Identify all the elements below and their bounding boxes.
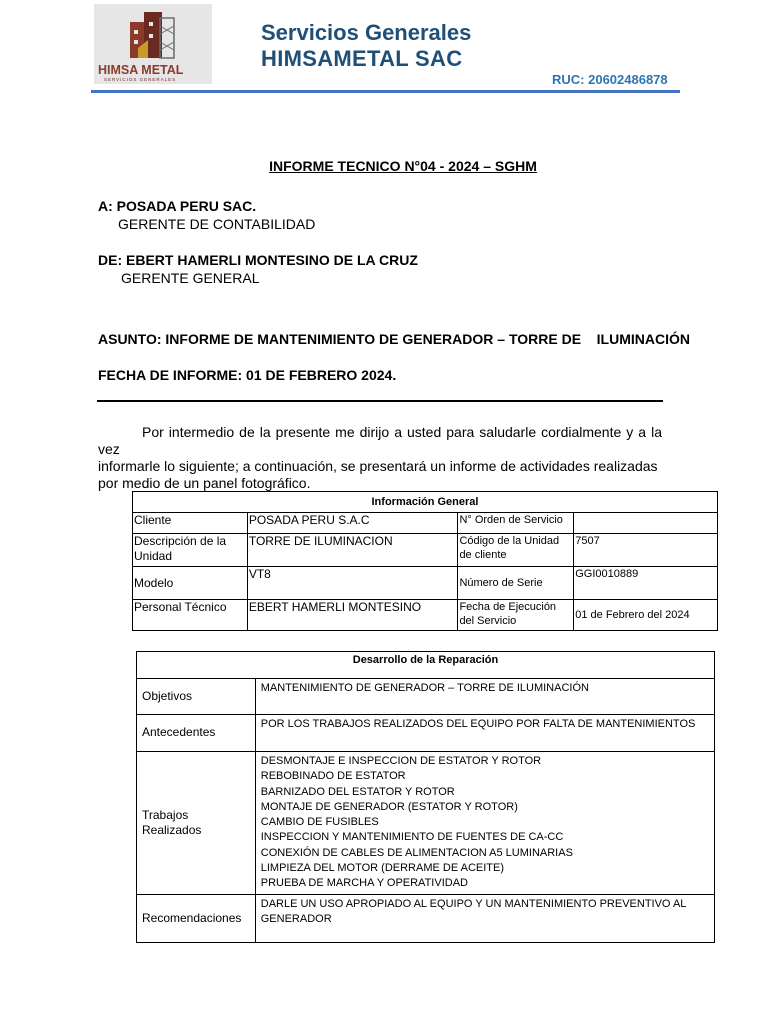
repair-development-table bbox=[136, 651, 715, 943]
serial-label: Número de Serie bbox=[458, 567, 574, 600]
client-label: Cliente bbox=[133, 513, 248, 534]
serial-value: GGI0010889 bbox=[574, 567, 718, 600]
table-header: Información General bbox=[133, 492, 718, 513]
list-item: BARNIZADO DEL ESTATOR Y ROTOR bbox=[260, 785, 455, 798]
technician-value: EBERT HAMERLI MONTESINO bbox=[247, 600, 458, 631]
list-item: PRUEBA DE MARCHA Y OPERATIVIDAD bbox=[260, 877, 468, 890]
unit-code-label: Código de la Unidad de cliente bbox=[458, 534, 574, 567]
ruc-number: RUC: 20602486878 bbox=[552, 72, 668, 87]
logo-text: HIMSA METAL bbox=[98, 63, 184, 77]
technician-label: Personal Técnico bbox=[133, 600, 248, 631]
recommendations-label: Recomendaciones bbox=[137, 894, 256, 942]
background-label: Antecedentes bbox=[137, 715, 256, 752]
company-name-line2: HIMSAMETAL SAC bbox=[261, 46, 463, 71]
general-info-table bbox=[132, 491, 718, 631]
report-date: FECHA DE INFORME: 01 DE FEBRERO 2024. bbox=[98, 367, 397, 383]
objectives-label: Objetivos bbox=[137, 679, 256, 715]
header-divider bbox=[91, 90, 680, 93]
list-item: CONEXIÓN DE CABLES DE ALIMENTACION A5 LUMINARIAS bbox=[260, 846, 573, 859]
background-value: POR LOS TRABAJOS REALIZADOS DEL EQUIPO POR FALTA DE MANTENIMIENTOS bbox=[255, 715, 714, 752]
work-done-label: Trabajos Realizados bbox=[137, 752, 256, 895]
table-header: Desarrollo de la Reparación bbox=[137, 652, 715, 679]
execution-date-label: Fecha de Ejecución del Servicio bbox=[458, 600, 574, 631]
company-name-line1: Servicios Generales bbox=[261, 20, 472, 45]
recommendations-value: DARLE UN USO APROPIADO AL EQUIPO Y UN MANTENIMIENTO PREVENTIVO AL GENERADOR bbox=[255, 894, 714, 942]
subject-line bbox=[98, 331, 690, 348]
objectives-value: MANTENIMIENTO DE GENERADOR – TORRE DE ILUMINACIÓN bbox=[255, 679, 714, 715]
sender: DE: EBERT HAMERLI MONTESINO DE LA CRUZ bbox=[98, 252, 418, 268]
list-item: CAMBIO DE FUSIBLES bbox=[260, 816, 379, 829]
unit-code-value: 7507 bbox=[574, 534, 718, 567]
unit-value: TORRE DE ILUMINACION bbox=[247, 534, 458, 567]
list-item: REBOBINADO DE ESTATOR bbox=[260, 770, 406, 783]
model-label: Modelo bbox=[133, 567, 248, 600]
company-logo bbox=[94, 4, 212, 84]
intro-line: por medio de un panel fotográfico. bbox=[98, 475, 311, 491]
sender-role: GERENTE GENERAL bbox=[121, 270, 260, 286]
intro-line: Por intermedio de la presente me dirijo a usted para saludarle cordialmente y a la vez bbox=[98, 424, 662, 457]
client-value: POSADA PERU S.A.C bbox=[247, 513, 458, 534]
model-value: VT8 bbox=[247, 567, 458, 600]
logo-subtext: SERVICIOS GENERALES bbox=[104, 77, 177, 82]
order-value bbox=[574, 513, 718, 534]
report-title: INFORME TECNICO N°04 - 2024 – SGHM bbox=[269, 158, 537, 174]
recipient-role: GERENTE DE CONTABILIDAD bbox=[118, 216, 316, 232]
body-divider bbox=[97, 400, 663, 402]
subject-text: ASUNTO: INFORME DE MANTENIMIENTO DE GENERADOR – TORRE DE bbox=[98, 331, 582, 347]
list-item: MONTAJE DE GENERADOR (ESTATOR Y ROTOR) bbox=[260, 800, 518, 813]
execution-date-value: 01 de Febrero del 2024 bbox=[574, 600, 718, 631]
unit-label: Descripción de la Unidad bbox=[133, 534, 248, 567]
building-logo-icon bbox=[94, 4, 212, 84]
intro-line: informarle lo siguiente; a continuación, se presentará un informe de actividades realizadas bbox=[98, 458, 658, 474]
subject-text-end: ILUMINACIÓN bbox=[596, 331, 690, 347]
list-item: DESMONTAJE E INSPECCION DE ESTATOR Y ROTOR bbox=[260, 755, 542, 767]
list-item: LIMPIEZA DEL MOTOR (DERRAME DE ACEITE) bbox=[260, 862, 505, 875]
intro-paragraph bbox=[98, 424, 662, 492]
work-done-list bbox=[255, 752, 714, 895]
order-label: N° Orden de Servicio bbox=[458, 513, 574, 534]
recipient: A: POSADA PERU SAC. bbox=[98, 198, 257, 214]
list-item: INSPECCION Y MANTENIMIENTO DE FUENTES DE CA-CC bbox=[260, 831, 564, 844]
